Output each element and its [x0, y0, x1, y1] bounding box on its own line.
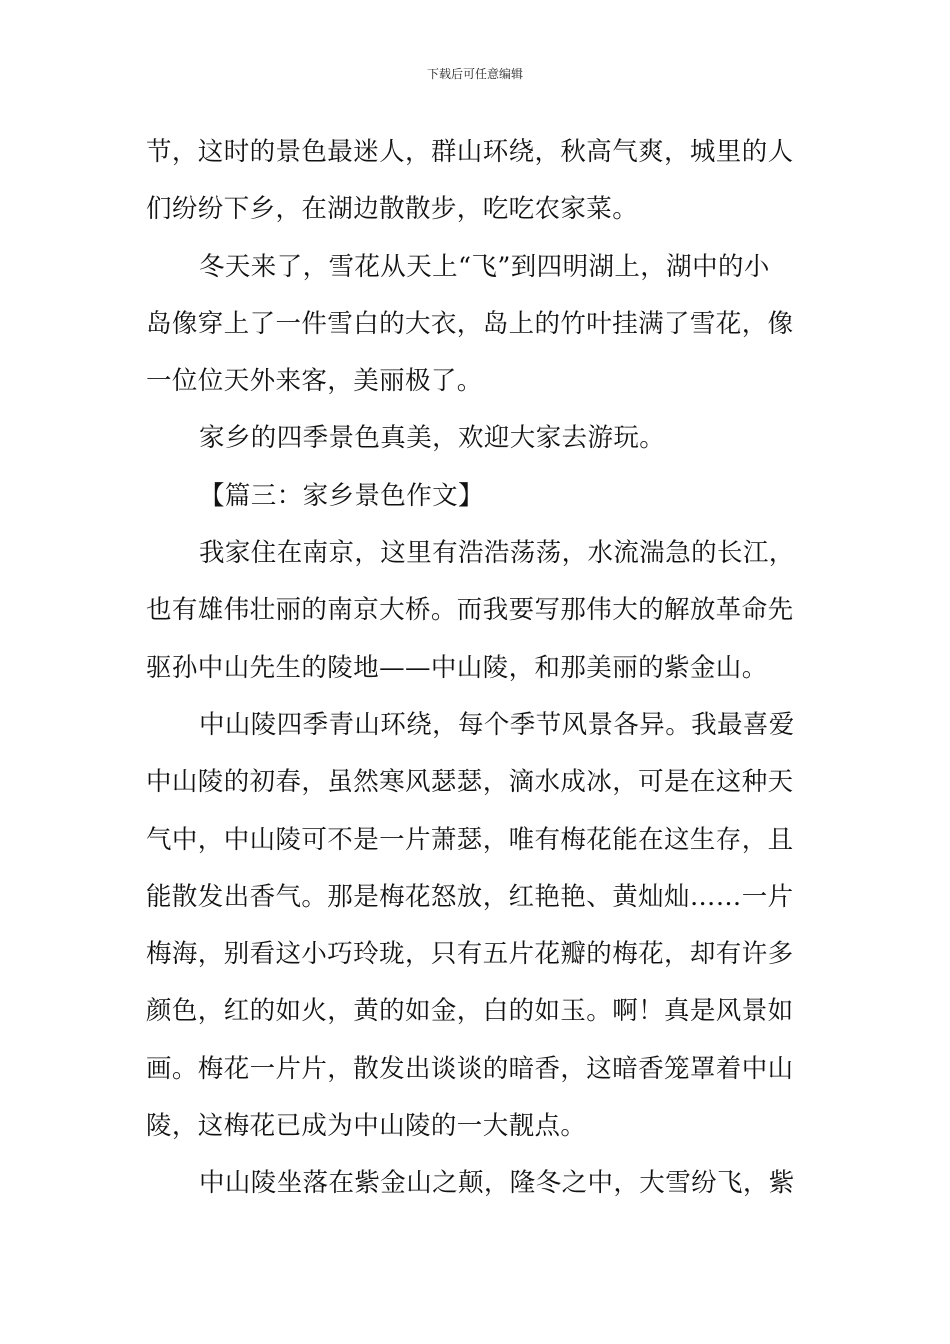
text-line: 中山陵的初春，虽然寒风瑟瑟，滴水成冰，可是在这种天	[146, 767, 794, 798]
text-line: 画。梅花一片片，散发出谈谈的暗香，这暗香笼罩着中山	[146, 1053, 794, 1084]
text-line: 一位位天外来客，美丽极了。	[146, 366, 483, 397]
paragraph-start-line: 我家住在南京，这里有浩浩荡荡，水流湍急的长江，	[199, 538, 795, 569]
document-body	[146, 124, 808, 1213]
text-line: 也有雄伟壮丽的南京大桥。而我要写那伟大的解放革命先	[146, 595, 794, 626]
text-line: 气中，中山陵可不是一片萧瑟，唯有梅花能在这生存，且	[146, 824, 794, 855]
paragraph-start-line: 冬天来了，雪花从天上“飞”到四明湖上，湖中的小	[199, 251, 770, 282]
page-header: 下载后可任意编辑	[426, 67, 523, 81]
paragraph-start-line: 家乡的四季景色真美，欢迎大家去游玩。	[199, 423, 666, 454]
text-line: 们纷纷下乡，在湖边散散步，吃吃农家菜。	[146, 194, 639, 225]
text-line: 梅海，别看这小巧玲珑，只有五片花瓣的梅花，却有许多	[146, 939, 794, 970]
section-heading: 【篇三：家乡景色作文】	[199, 480, 484, 511]
paragraph-start-line: 中山陵坐落在紫金山之颠，隆冬之中，大雪纷飞，紫	[199, 1168, 795, 1199]
paragraph-start-line: 中山陵四季青山环绕，每个季节风景各异。我最喜爱	[199, 709, 795, 740]
text-line: 岛像穿上了一件雪白的大衣，岛上的竹叶挂满了雪花，像	[146, 308, 794, 339]
text-line: 驱孙中山先生的陵地——中山陵，和那美丽的紫金山。	[146, 652, 768, 683]
text-line: 能散发出香气。那是梅花怒放，红艳艳、黄灿灿……一片	[146, 881, 794, 912]
text-line: 节，这时的景色最迷人，群山环绕，秋高气爽，城里的人	[146, 137, 794, 167]
text-line: 陵，这梅花已成为中山陵的一大靓点。	[146, 1111, 587, 1142]
text-line: 颜色，红的如火，黄的如金，白的如玉。啊！真是风景如	[146, 996, 794, 1027]
